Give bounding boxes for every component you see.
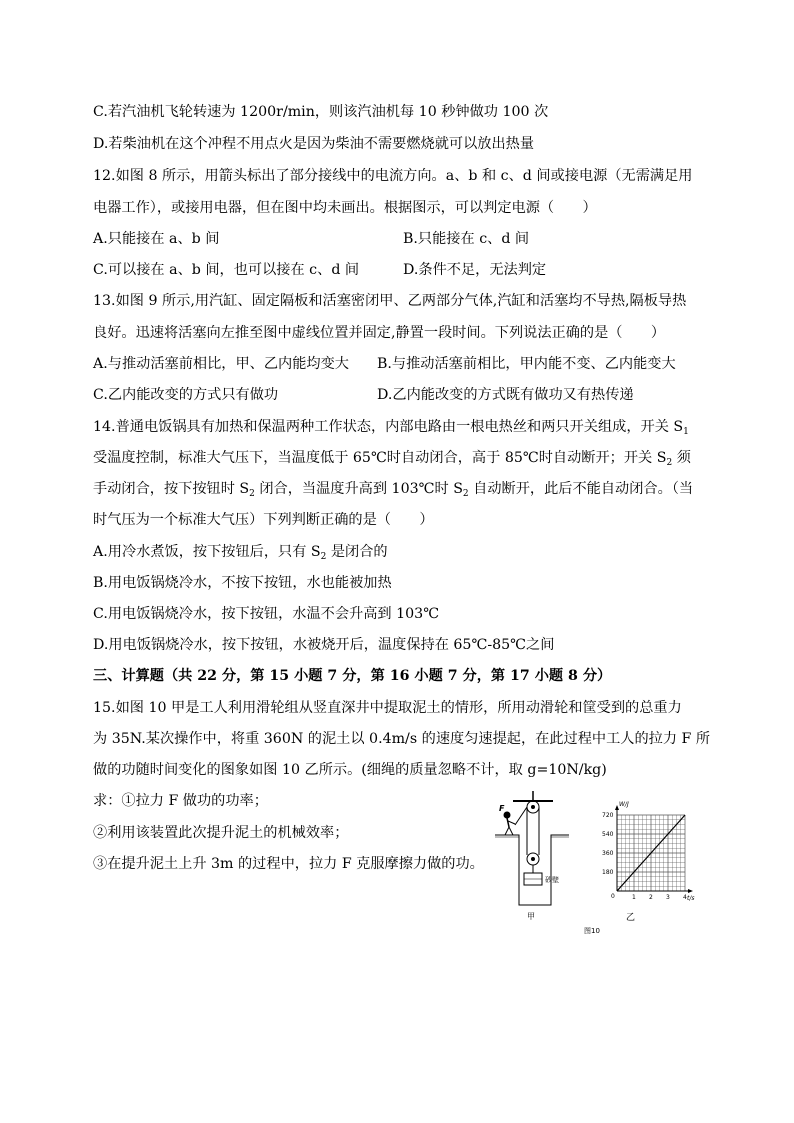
q15-stem-line3: 做的功随时间变化的图象如图 10 乙所示。(细绳的质量忽略不计，取 g=10N/kg) <box>93 762 607 778</box>
y-tick-label: 180 <box>602 869 614 876</box>
label-f: F <box>499 804 505 813</box>
q12-option-c: C.可以接在 a、b 间，也可以接在 c、d 间 <box>93 262 360 278</box>
figure-10 <box>493 787 693 935</box>
q13-option-c: C.乙内能改变的方式只有做功 <box>93 387 279 403</box>
q11-option-d: D.若柴油机在这个冲程不用点火是因为柴油不需要燃烧就可以放出热量 <box>93 136 535 152</box>
figure-10-svg <box>493 787 693 935</box>
label-jia: 甲 <box>527 912 535 921</box>
q14-stem-line2: 受温度控制，标准大气压下，当温度低于 65℃时自动闭合，高于 85℃时自动断开；开关 $S_2$ 须 <box>93 450 691 468</box>
x-tick-label: 4 <box>683 894 687 901</box>
q14-stem-line4: 时气压为一个标准大气压）下列判断正确的是（ ） <box>93 512 434 528</box>
q15-question-3: ③在提升泥土上升 3m 的过程中，拉力 F 克服摩擦力做的功。 <box>93 856 484 872</box>
q15-question-2: ②利用该装置此次提升泥土的机械效率； <box>93 825 349 841</box>
q13-option-a: A.与推动活塞前相比，甲、乙内能均变大 <box>93 356 349 372</box>
q14-stem-line1: 14.普通电饭锅具有加热和保温两种工作状态，内部电路由一根电热丝和两只开关组成，开关 $S_1$ <box>93 419 689 437</box>
q13-option-d: D.乙内能改变的方式既有做功又有热传递 <box>377 387 634 403</box>
y-tick-label: 360 <box>602 850 614 857</box>
q15-stem-line1: 15.如图 10 甲是工人利用滑轮组从竖直深井中提取泥土的情形，所用动滑轮和筐受到的总重力 <box>93 700 682 716</box>
q13-option-b: B.与推动活塞前相比，甲内能不变、乙内能变大 <box>377 356 676 372</box>
x-tick-label: 2 <box>649 894 653 901</box>
q14-option-b: B.用电饭锅烧冷水，不按下按钮，水也能被加热 <box>93 575 392 591</box>
figure-caption: 图10 <box>584 927 600 935</box>
q12-stem-line2: 电器工作），或接用电器，但在图中均未画出。根据图示，可以判定电源（ ） <box>93 200 597 216</box>
section-heading-calculation: 三、计算题（共 22 分，第 15 小题 7 分，第 16 小题 7 分，第 17 小题 8 分） <box>93 668 612 684</box>
q12-option-b: B.只能接在 c、d 间 <box>403 231 530 247</box>
q12-option-a: A.只能接在 a、b 间 <box>93 231 220 247</box>
q11-option-c: C.若汽油机飞轮转速为 1200r/min，则该汽油机每 10 秒钟做功 100 次 <box>93 104 549 120</box>
y-axis-label: W/J <box>619 801 629 808</box>
x-axis-arrow <box>688 889 693 893</box>
q14-option-a: A.用冷水煮饭，按下按钮后，只有 $S_2$ 是闭合的 <box>93 544 388 562</box>
q12-stem-line1: 12.如图 8 所示，用箭头标出了部分接线中的电流方向。a、b 和 c、d 间或接电源（无需满足用 <box>93 168 693 184</box>
label-sand-wall: 砂壁 <box>545 876 559 884</box>
x-axis-label: t/s <box>687 895 695 902</box>
q14-stem-line3: 手动闭合，按下按钮时 $S_2$ 闭合，当温度升高到 103℃时 $S_2$ 自动断开，此后不能自动闭合。（当 <box>93 481 694 499</box>
q12-option-d: D.条件不足，无法判定 <box>403 262 547 278</box>
q15-stem-line2: 为 35N.某次操作中，将重 360N 的泥土以 0.4m/s 的速度匀速提起，在此过程中工人的拉力 F 所 <box>93 731 711 747</box>
q14-option-c: C.用电饭锅烧冷水，按下按钮，水温不会升高到 103℃ <box>93 606 440 622</box>
work-time-chart <box>602 801 695 902</box>
label-yi: 乙 <box>626 913 636 923</box>
q13-stem-line2: 良好。迅速将活塞向左推至图中虚线位置并固定,静置一段时间。下列说法正确的是（ ） <box>93 325 666 341</box>
y-tick-label: 540 <box>602 831 614 838</box>
y-tick-label: 720 <box>602 812 614 819</box>
q15-question-1: 求：①拉力 F 做功的功率； <box>93 793 268 809</box>
pulley-illustration <box>495 791 569 905</box>
q14-option-d: D.用电饭锅烧冷水，按下按钮，水被烧开后，温度保持在 65℃-85℃之间 <box>93 637 555 653</box>
q13-stem-line1: 13.如图 9 所示,用汽缸、固定隔板和活塞密闭甲、乙两部分气体,汽缸和活塞均不导热,隔板导热 <box>93 293 687 309</box>
x-tick-label: 3 <box>666 894 670 901</box>
x-tick-label: 1 <box>632 894 636 901</box>
origin-label: 0 <box>611 893 615 900</box>
